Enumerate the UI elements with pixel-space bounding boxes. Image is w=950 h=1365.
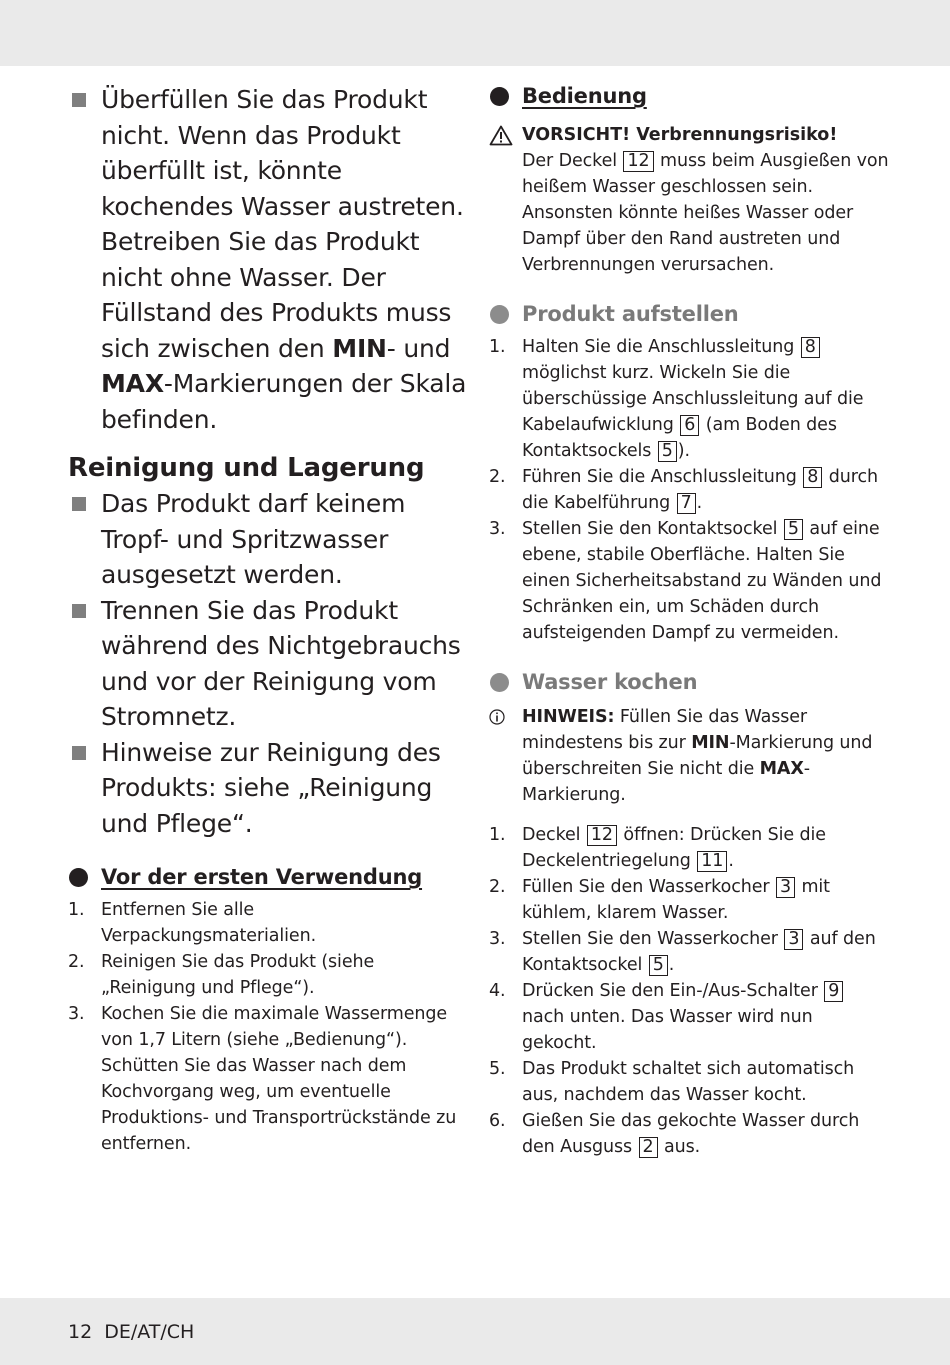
bullet-dot-icon (490, 305, 509, 324)
footer (68, 1320, 206, 1344)
square-bullet-icon (72, 93, 86, 107)
part-ref: 9 (824, 981, 843, 1002)
warning-icon (489, 125, 513, 146)
part-ref: 5 (784, 519, 803, 540)
region-code: DE/AT/CH (104, 1321, 195, 1343)
note-text: HINWEIS: Füllen Sie das Wasser mindestens bis zur MIN-Markierung und überschreiten Sie nicht die MAX-Markierung. (489, 704, 889, 808)
first-use-steps (68, 897, 468, 1157)
part-ref: 3 (776, 877, 795, 898)
left-column (68, 82, 468, 1157)
list-item: 3. Kochen Sie die maximale Wassermenge von 1,7 Litern (siehe „Bedienung“). Schütten Sie das Wasser nach dem Kochvorgang weg, um eventuelle Produktions- und Transportrückstände zu entfernen. (68, 1004, 457, 1154)
part-ref: 3 (784, 929, 803, 950)
section-boil: Wasser kochen (489, 668, 889, 696)
cleaning-bullets (68, 486, 468, 841)
bullet-dot-icon (490, 673, 509, 692)
list-item: 3. Stellen Sie den Kontaktsockel 5 auf eine ebene, stabile Oberfläche. Halten Sie einen Sicherheitsabstand zu Wänden und Schränken ein, um Schäden durch aufsteigenden Dampf zu vermeiden. (489, 519, 882, 643)
list-item: 4. Drücken Sie den Ein-/Aus-Schalter 9 nach unten. Das Wasser wird nun gekocht. (489, 978, 889, 1056)
part-ref: 12 (623, 151, 653, 172)
part-ref: 12 (587, 825, 617, 846)
part-ref: 6 (680, 415, 699, 436)
section-setup: Produkt aufstellen (489, 300, 889, 328)
part-ref: 5 (658, 441, 677, 462)
list-item: 1. Halten Sie die Anschlussleitung 8 möglichst kurz. Wickeln Sie die überschüssige Anschlussleitung auf die Kabelaufwicklung 6 (am Boden des Kontaktsockels 5 ). (489, 337, 864, 461)
part-ref: 8 (801, 337, 820, 358)
square-bullet-icon (72, 604, 86, 618)
cleaning-heading: Reinigung und Lagerung (68, 453, 425, 483)
bullet-overfill: Überfüllen Sie das Produkt nicht. Wenn das Produkt überfüllt ist, könnte kochendes Wasser austreten. Betreiben Sie das Produkt nicht ohne Wasser. Der Füllstand des Produkts muss sich zwischen den MIN- und MAX-Markierungen der Skala befinden. (68, 82, 468, 437)
bullet-item: Das Produkt darf keinem Tropf- und Spritzwasser ausgesetzt werden. (68, 486, 468, 593)
warning-text: Der Deckel 12 muss beim Ausgießen von heißem Wasser geschlossen sein. Ansonsten könnte heißes Wasser oder Dampf über den Rand austreten und Verbrennungen verursachen. (522, 151, 889, 275)
square-bullet-icon (72, 497, 86, 511)
list-item: 2. Führen Sie die Anschlussleitung 8 durch die Kabelführung 7 . (489, 467, 878, 513)
warning-title: VORSICHT! Verbrennungsrisiko! (489, 122, 889, 148)
bullet-item: Trennen Sie das Produkt während des Nichtgebrauchs und vor der Reinigung vom Stromnetz. (68, 593, 468, 735)
list-item: 1. Deckel 12 öffnen: Drücken Sie die Deckelentriegelung 11 . (489, 825, 826, 871)
list-item: 5. Das Produkt schaltet sich automatisch aus, nachdem das Wasser kocht. (489, 1059, 855, 1105)
right-column (489, 82, 889, 1160)
safety-bullets (68, 82, 468, 437)
header-bar (0, 0, 950, 66)
bullet-item: Hinweise zur Reinigung des Produkts: siehe „Reinigung und Pflege“. (68, 735, 468, 842)
part-ref: 8 (803, 467, 822, 488)
part-ref: 11 (697, 851, 727, 872)
part-ref: 2 (639, 1137, 658, 1158)
setup-steps (489, 334, 889, 646)
list-item: 2. Reinigen Sie das Produkt (siehe „Reinigung und Pflege“). (68, 952, 375, 998)
list-item: 1. Entfernen Sie alle Verpackungsmaterialien. (68, 900, 317, 946)
list-item: 2. Füllen Sie den Wasserkocher 3 mit kühlem, klarem Wasser. (489, 877, 830, 923)
part-ref: 5 (649, 955, 668, 976)
info-icon (489, 709, 505, 725)
section-first-use: Vor der ersten Verwendung (68, 863, 468, 891)
bullet-dot-icon (490, 87, 509, 106)
boil-steps (489, 822, 889, 1160)
part-ref: 7 (677, 493, 696, 514)
square-bullet-icon (72, 746, 86, 760)
list-item: 3. Stellen Sie den Wasserkocher 3 auf den Kontaktsockel 5 . (489, 929, 876, 975)
list-item: 6. Gießen Sie das gekochte Wasser durch den Ausguss 2 aus. (489, 1111, 860, 1157)
page-number: 12 (68, 1321, 93, 1343)
bullet-dot-icon (69, 868, 88, 887)
section-operation: Bedienung (489, 82, 889, 110)
